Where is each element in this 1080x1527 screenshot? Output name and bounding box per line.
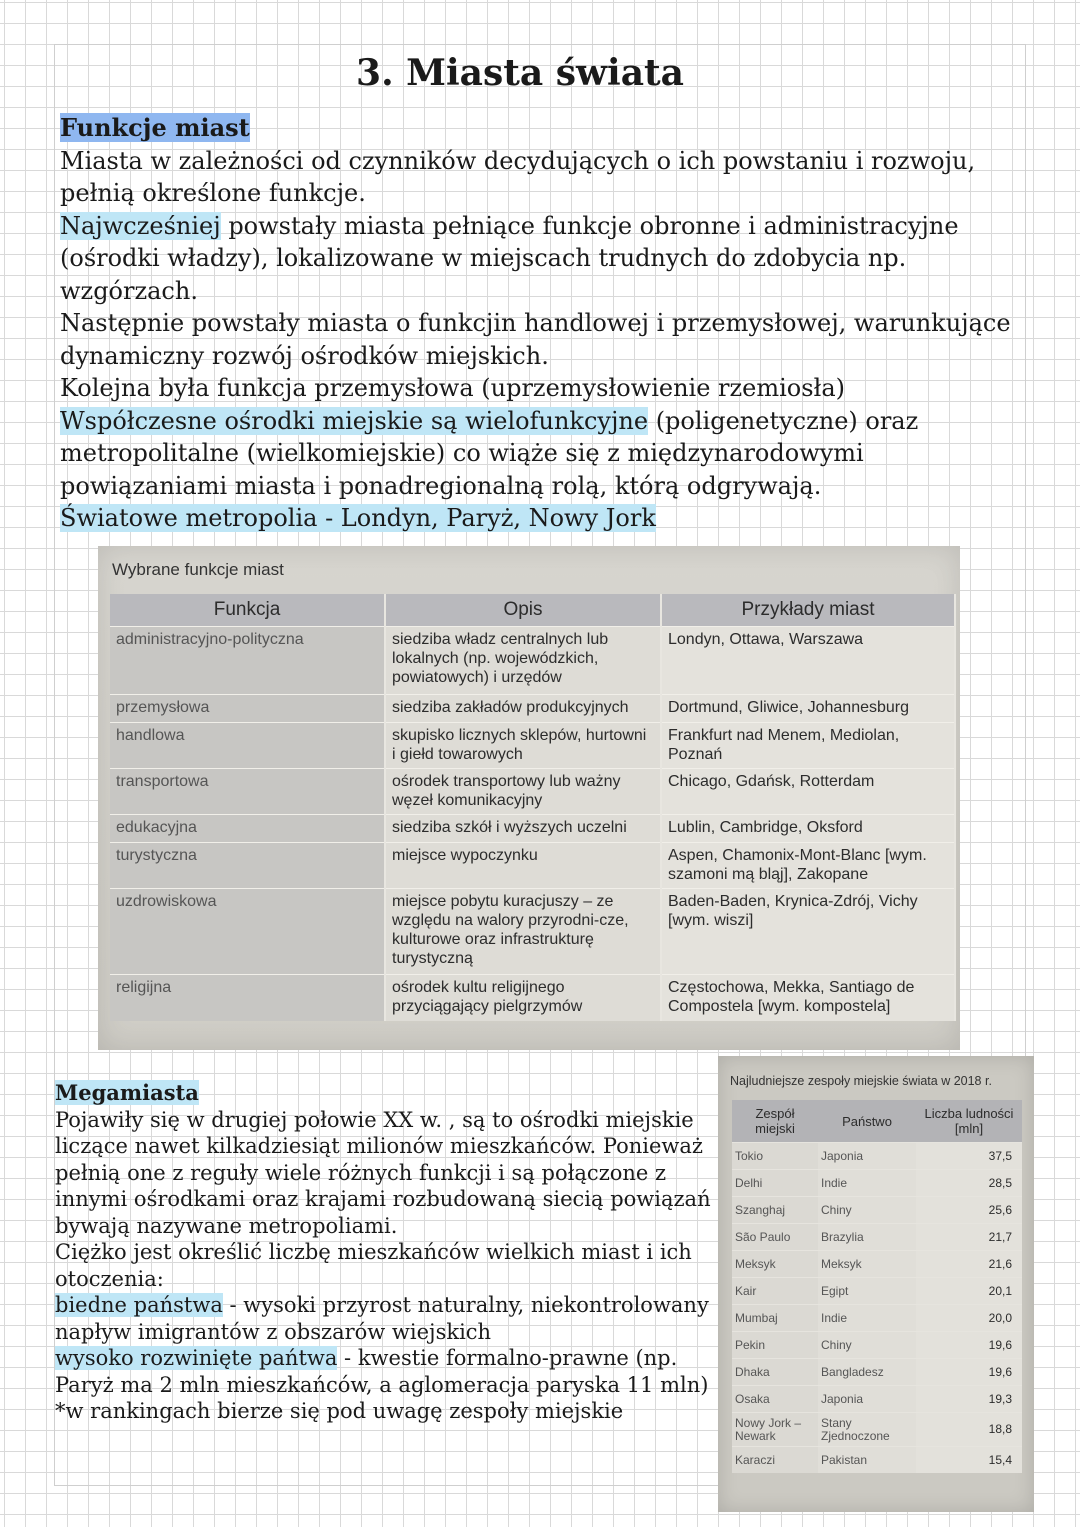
table-cell: handlowa (110, 723, 385, 769)
modern-highlight: Współczesne ośrodki miejskie są wielofunkcyjne (60, 406, 649, 435)
table-cell: uzdrowiskowa (110, 889, 385, 975)
table-row (732, 1170, 1022, 1197)
functions-table-header-row (110, 594, 955, 627)
table-cell: Szanghaj (732, 1197, 818, 1224)
table-cell: siedziba szkół i wyższych uczelni (385, 815, 661, 843)
table-cell: Japonia (818, 1143, 916, 1170)
table-cell: Osaka (732, 1386, 818, 1413)
table-cell: 19,6 (916, 1332, 1022, 1359)
cities-table-photo (718, 1056, 1034, 1512)
table-row (110, 723, 955, 769)
functions-paragraph-next: Następnie powstały miasta o funkcjin handlowej i przemysłowej, warunkujące dynamiczny rozwój ośrodków miejskich. (60, 309, 1011, 370)
table-cell: Lublin, Cambridge, Oksford (661, 815, 955, 843)
table-cell: 25,6 (916, 1197, 1022, 1224)
table-cell: São Paulo (732, 1224, 818, 1251)
column-header: Funkcja (110, 594, 385, 627)
table-cell: Brazylia (818, 1224, 916, 1251)
table-cell: Delhi (732, 1170, 818, 1197)
table-cell: siedziba władz centralnych lub lokalnych (np. wojewódzkich, powiatowych) i urzędów (385, 627, 661, 695)
table-cell: 28,5 (916, 1170, 1022, 1197)
table-cell: Tokio (732, 1143, 818, 1170)
column-header: Państwo (818, 1100, 916, 1143)
table-cell: 37,5 (916, 1143, 1022, 1170)
table-cell: turystyczna (110, 843, 385, 889)
functions-table-caption: Wybrane funkcje miast (112, 560, 284, 579)
table-cell: Indie (818, 1305, 916, 1332)
poor-countries-highlight: biedne państwa (55, 1293, 223, 1317)
table-row (110, 627, 955, 695)
earliest-text: powstały miasta pełniące funkcje obronne i administracyjne (ośrodki władzy), lokalizowane w miejscach trudnych do zdobycia np. wzgórzach. (60, 211, 959, 305)
table-cell: Meksyk (732, 1251, 818, 1278)
table-cell: Indie (818, 1170, 916, 1197)
table-cell: Japonia (818, 1386, 916, 1413)
functions-paragraph-metropolises (60, 502, 1030, 535)
table-row (732, 1224, 1022, 1251)
table-cell: skupisko licznych sklepów, hurtowni i giełd towarowych (385, 723, 661, 769)
table-cell: edukacyjna (110, 815, 385, 843)
table-row (110, 695, 955, 723)
earliest-highlight: Najwcześniej (60, 211, 221, 240)
table-row (732, 1197, 1022, 1224)
table-row (110, 843, 955, 889)
table-cell: 15,4 (916, 1447, 1022, 1474)
table-cell: Stany Zjednoczone (818, 1413, 916, 1447)
table-row (732, 1305, 1022, 1332)
table-cell: administracyjno-polityczna (110, 627, 385, 695)
table-cell: Egipt (818, 1278, 916, 1305)
table-row (110, 975, 955, 1021)
table-cell: Mumbaj (732, 1305, 818, 1332)
table-row (110, 769, 955, 815)
table-row (732, 1143, 1022, 1170)
functions-table-photo (98, 546, 960, 1050)
table-row (732, 1359, 1022, 1386)
functions-table (110, 594, 956, 1021)
table-cell: Dortmund, Gliwice, Johannesburg (661, 695, 955, 723)
table-cell: Kair (732, 1278, 818, 1305)
table-cell: 20,0 (916, 1305, 1022, 1332)
megacities-paragraph-poor (55, 1292, 715, 1345)
table-cell: Frankfurt nad Menem, Mediolan, Poznań (661, 723, 955, 769)
table-cell: 21,7 (916, 1224, 1022, 1251)
functions-section (60, 112, 1030, 535)
cities-table (732, 1100, 1022, 1473)
table-row (732, 1251, 1022, 1278)
cities-table-header-row (732, 1100, 1022, 1143)
functions-intro: Miasta w zależności od czynników decydujących o ich powstaniu i rozwoju, pełnią określone funkcje. (60, 146, 976, 207)
cities-table-caption: Najludniejsze zespoły miejskie świata w 2018 r. (730, 1074, 992, 1088)
functions-paragraph-earliest (60, 210, 1030, 308)
table-cell: 19,3 (916, 1386, 1022, 1413)
table-row (732, 1413, 1022, 1447)
table-cell: Bangladesz (818, 1359, 916, 1386)
table-cell: Aspen, Chamonix-Mont-Blanc [wym. szamoni mą bląj], Zakopane (661, 843, 955, 889)
table-cell: Chiny (818, 1332, 916, 1359)
table-cell: religijna (110, 975, 385, 1021)
table-cell: Baden-Baden, Krynica-Zdrój, Vichy [wym. wiszi] (661, 889, 955, 975)
megacities-paragraph-intro: Pojawiły się w drugiej połowie XX w. , są to ośrodki miejskie liczące nawet kilkadziesiąt milionów mieszkańców. Ponieważ pełnią one z reguły wiele różnych funkcji i są połączone z innymi ośrodkami oraz krajami rozbudowaną siecią powiązań bywają nazywane metropoliami. (55, 1107, 711, 1238)
table-cell: 19,6 (916, 1359, 1022, 1386)
megacities-paragraph-counting: Ciężko jest określić liczbę mieszkańców wielkich miast i ich otoczenia: (55, 1240, 692, 1291)
functions-heading: Funkcje miast (60, 113, 250, 142)
table-row (732, 1332, 1022, 1359)
metropolises-highlight: Światowe metropolia - Londyn, Paryż, Nowy Jork (60, 504, 656, 532)
table-cell: ośrodek transportowy lub ważny węzeł komunikacyjny (385, 769, 661, 815)
table-row (732, 1386, 1022, 1413)
table-cell: 18,8 (916, 1413, 1022, 1447)
table-cell: Chicago, Gdańsk, Rotterdam (661, 769, 955, 815)
megacities-footnote: *w rankingach bierze się pod uwagę zespoły miejskie (55, 1399, 624, 1423)
table-cell: siedziba zakładów produkcyjnych (385, 695, 661, 723)
table-cell: Pekin (732, 1332, 818, 1359)
table-cell: Chiny (818, 1197, 916, 1224)
rich-countries-text: - kwestie formalno-prawne (np. Paryż ma 2 mln mieszkańców, a aglomeracja paryska 11 mln) (55, 1346, 709, 1397)
modern-text: (poligenetyczne) oraz metropolitalne (wielkomiejskie) co wiąże się z międzynarodowymi powiązaniami miasta i ponadregionalną rolą, którą odgrywają. (60, 406, 919, 500)
functions-paragraph-modern (60, 405, 1030, 503)
rich-countries-highlight: wysoko rozwinięte pańtwa (55, 1346, 338, 1370)
table-row (732, 1278, 1022, 1305)
functions-paragraph-industrial: Kolejna była funkcja przemysłowa (uprzemysłowienie rzemiosła) (60, 374, 846, 402)
table-row (110, 815, 955, 843)
table-cell: Nowy Jork – Newark (732, 1413, 818, 1447)
table-cell: 20,1 (916, 1278, 1022, 1305)
megacities-section (55, 1080, 715, 1425)
poor-countries-text: - wysoki przyrost naturalny, niekontrolowany napływ imigrantów z obszarów wiejskich (55, 1293, 709, 1344)
megacities-paragraph-rich (55, 1345, 715, 1398)
table-cell: 21,6 (916, 1251, 1022, 1278)
column-header: Opis (385, 594, 661, 627)
table-cell: miejsce pobytu kuracjuszy – ze względu na walory przyrodni-cze, kulturowe oraz infrastrukturę turystyczną (385, 889, 661, 975)
page-title: 3. Miasta świata (356, 52, 684, 94)
table-cell: Częstochowa, Mekka, Santiago de Compostela [wym. kompostela] (661, 975, 955, 1021)
column-header: Przykłady miast (661, 594, 955, 627)
column-header: Zespół miejski (732, 1100, 818, 1143)
table-cell: Meksyk (818, 1251, 916, 1278)
table-cell: miejsce wypoczynku (385, 843, 661, 889)
table-cell: Dhaka (732, 1359, 818, 1386)
table-row (110, 889, 955, 975)
table-cell: przemysłowa (110, 695, 385, 723)
table-row (732, 1447, 1022, 1474)
table-cell: Karaczi (732, 1447, 818, 1474)
table-cell: Londyn, Ottawa, Warszawa (661, 627, 955, 695)
table-cell: Pakistan (818, 1447, 916, 1474)
megacities-heading: Megamiasta (55, 1080, 199, 1105)
table-cell: ośrodek kultu religijnego przyciągający pielgrzymów (385, 975, 661, 1021)
column-header: Liczba ludności [mln] (916, 1100, 1022, 1143)
table-cell: transportowa (110, 769, 385, 815)
